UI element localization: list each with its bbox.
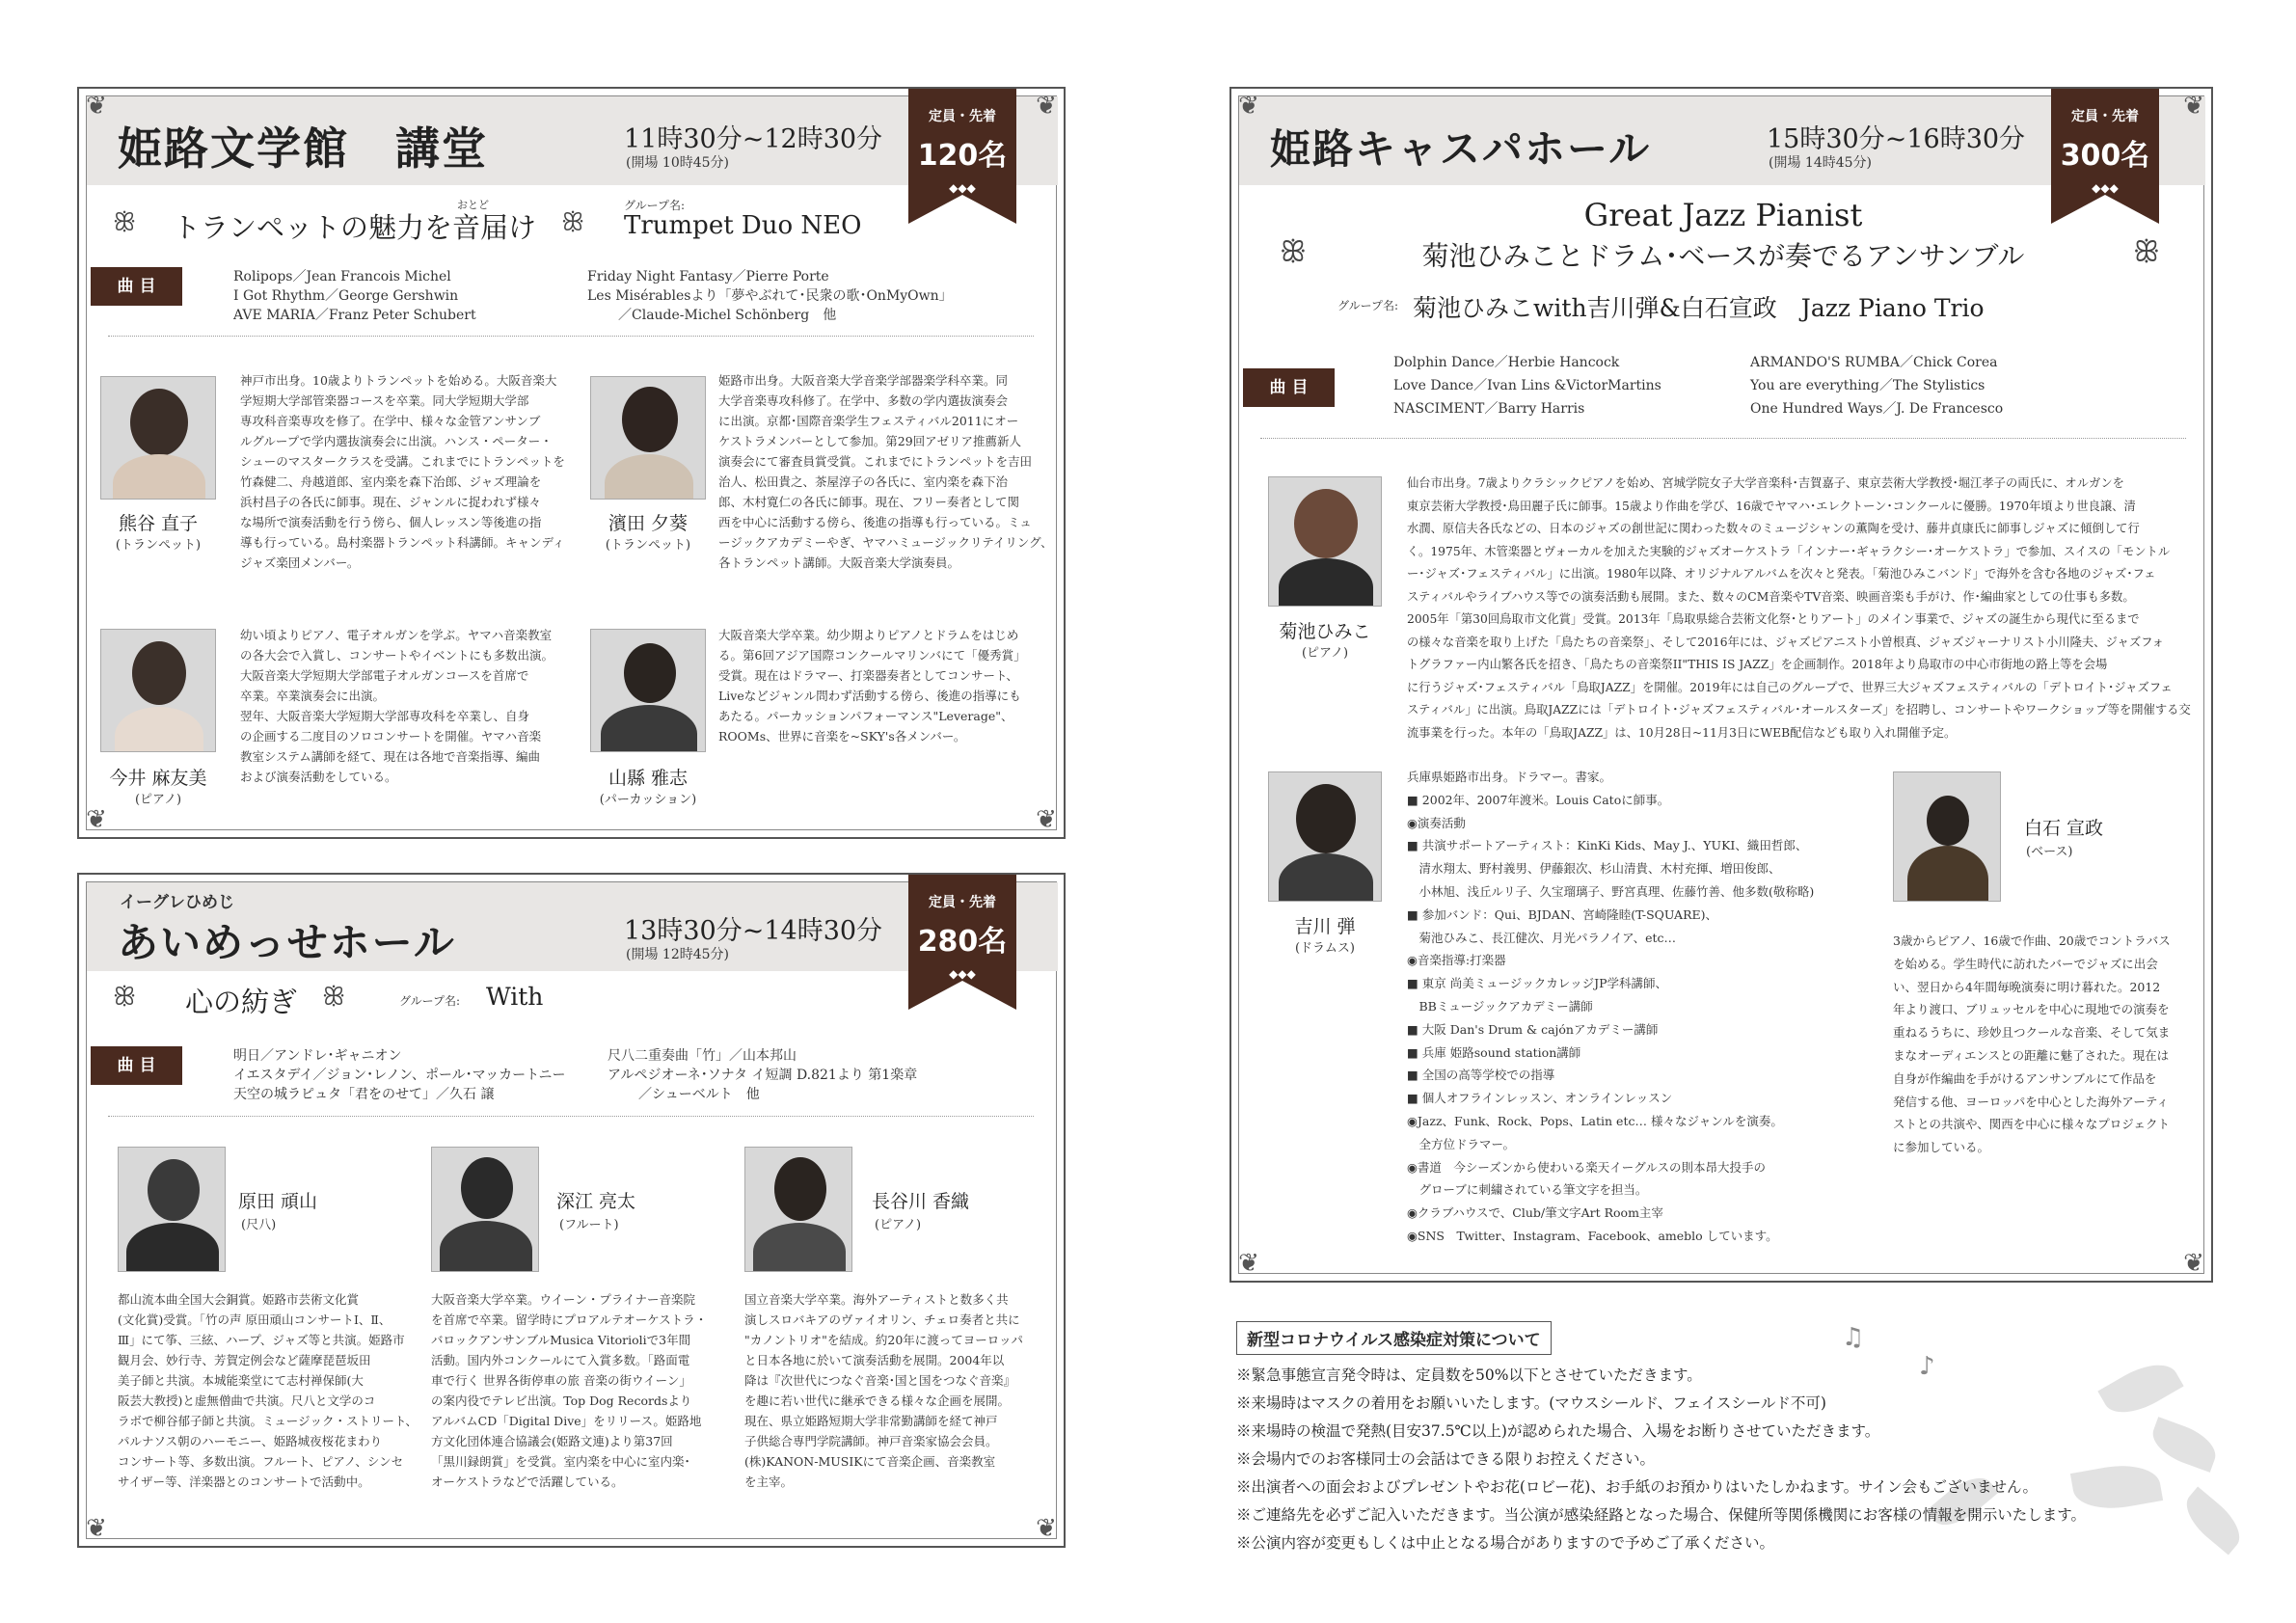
performer-name: 白石 宣政 (2024, 818, 2104, 839)
group-label: グループ名: (399, 994, 461, 1008)
group-label: グループ名: (624, 199, 686, 212)
performer-instrument: (トランペット) (605, 538, 691, 553)
song-item: Friday Night Fantasy／Pierre Porte (587, 269, 829, 284)
notice-title: 新型コロナウイルス感染症対策について (1236, 1321, 1552, 1355)
notice-item: ※来場時はマスクの着用をお願いいたします。(マウスシールド、フェイスシールド不可) (1236, 1394, 1826, 1412)
performer-bio: 国立音楽大学卒業。海外アーティストと数多く共 演しスロバキアのヴァイオリン、チェロ奏者と共に "カノントリオ"を結成。約20年に渡ってヨーロッパ と日本各地に於いて演奏活動を展開。2004年以 降は『次世代につなぐ音楽･国と国をつなぐ音楽』 を趣に若い世代に継承できる様々な企画を展開。 現在、県立姫路短期大学非常勤講師を経て神戸 子供総合専門学院講師。神戸音楽家協会会員。 (株)KANON-MUSIKにて音楽企画、音楽教室 を主宰。 (744, 1292, 1024, 1489)
badge-dots: ◆◆◆ (949, 181, 976, 195)
performer-photo (590, 376, 706, 500)
music-note-icon: ♫ (1842, 1323, 1865, 1352)
song-item: イエスタデイ／ジョン･レノン、ポール･マッカートニー (233, 1068, 566, 1083)
performer-name: 濱田 夕葵 (608, 513, 689, 534)
program-label: 曲 目 (91, 1046, 182, 1085)
performer-bio: 幼い頃よりピアノ、電子オルガンを学ぶ。ヤマハ音楽教室 の各大会で入賞し、コンサートやイベントにも多数出演。 大阪音楽大学短期大学部電子オルガンコースを首席で 卒業。卒業演奏会に出演。 翌年、大阪音楽大学短期大学部専攻科を卒業し、自身 の企画する二度目のソロコンサートを開催。ヤマハ音楽 教室システム講師を経て、現在は各地で音楽指導、編曲 および演奏活動をしている。 (240, 628, 554, 784)
performer-bio: 神戸市出身。10歳よりトランペットを始める。大阪音楽大 学短期大学部管楽器コースを卒業。同大学短期大学部 専攻科音楽専攻を修了。在学中、様々な金管アンサンブ ルグループで学内選抜演奏会に出演。ハンス・ペーター・ シューのマスタークラスを受講。これまでにトランペットを 竹森健二、舟越道郎、室内楽を森下治郎、ジャズ理論を 浜村昌子の各氏に師事。現在、ジャンルに捉われず様々 な場所で演奏活動を行う傍ら、個人レッスン等後進の指 導も行っている。島村楽器トランペット科講師。キャンディ ジャズ楽団メンバー。 (240, 373, 565, 570)
corner-ornament: ❦ (1036, 1514, 1057, 1543)
performer-instrument: (フルート) (559, 1218, 619, 1232)
capacity-label: 定員・先着 (929, 895, 996, 910)
song-item: ／シューベルト 他 (638, 1087, 760, 1102)
divider (108, 336, 1034, 337)
performer-name: 原田 頑山 (238, 1191, 318, 1212)
performer-name: 熊谷 直子 (118, 513, 199, 534)
venue-name: あいめっせホール (118, 919, 456, 966)
performer-name: 深江 亮太 (556, 1191, 636, 1212)
performer-bio: 大阪音楽大学卒業。幼少期よりピアノとドラムをはじめ る。第6回アジア国際コンクールマリンバにて「優秀賞」 受賞。現在はドラマー、打楽器奏者としてコンサート、 Liveなどジャンル問わず活動する傍ら、後進の指導にも あたる。パーカッションパフォーマンス"Leverage"、 ROOMs、世界に音楽を~SKY's各メンバー。 (718, 628, 1026, 744)
swirl-ornament-left: ꕥ (113, 983, 137, 1012)
song-item: Love Dance／Ivan Lins &VictorMartins (1393, 378, 1661, 393)
notice-item: ※緊急事態宣言発令時は、定員数を50%以下とさせていただきます。 (1236, 1366, 1702, 1384)
corner-ornament: ❦ (1036, 805, 1057, 834)
venue-name: 姫路キャスパホール (1270, 125, 1652, 173)
performer-photo (118, 1147, 226, 1272)
capacity-number: 300名 (2060, 139, 2150, 173)
group-name: With (486, 983, 544, 1011)
music-note-icon: ♪ (1919, 1352, 1935, 1381)
swirl-ornament-left: ꕥ (1280, 235, 1307, 269)
performer-instrument: (ピアノ) (875, 1218, 922, 1232)
venue-name: 姫路文学館 講堂 (118, 122, 488, 175)
title-ruby: おとど (457, 199, 489, 211)
song-item: 尺八二重奏曲「竹」／山本邦山 (608, 1048, 797, 1064)
corner-ornament: ❦ (2183, 1249, 2204, 1278)
concert-title: 心の紡ぎ (185, 986, 298, 1018)
capacity-badge (2051, 89, 2159, 195)
performer-bio: 仙台市出身。7歳よりクラシックピアノを始め、宮城学院女子大学音楽科･吉賀嘉子、東京芸術大学教授･堀江孝子の両氏に、オルガンを 東京芸術大学教授･鳥田麗子氏に師事。15歳より作曲を学び、16歳でヤマハ･エレクトーン･コンクールに優勝。1970年頃より世良譲、清 水潤、原信夫各氏などの、日本のジャズの創世記に関わった数々のミュージシャンの薫陶を受け、藤井貞康氏に師事しジャズに傾倒して行 く。1975年、木管楽器とヴォーカルを加えた実験的ジャズオーケストラ「インナー･ギャラクシー･オーケストラ」で参加、スイスの「モントル ー･ジャズ･フェスティバル」に出演。1980年以降、オリジナルアルバムを次々と発表。「菊池ひみこバンド」で海外を含む各地のジャズ･フェ スティバルやライブハウス等での演奏活動も展開。また、数々のCM音楽やTV音楽、映画音楽も手がけ、作･編曲家としての仕事も多数。 2005年「第30回鳥取市文化賞」受賞。2013年「鳥取県総合芸術文化祭･とりアート」のメイン事業で、ジャズの誕生から現代に至るまで の様々な音楽を取り上げた「鳥たちの音楽祭」、そして2016年には、ジャズピアニスト小曽根真、ジャズジャーナリスト小川隆夫、ジャズフォ トグラファー内山繁各氏を招き、「鳥たちの音楽祭II"THIS IS JAZZ」を企画制作。2018年より鳥取市の中心市街地の路上等を会場 に行うジャズ･フェスティバル「鳥取JAZZ」を開催。2019年には自己のグループで、世界三大ジャズフェスティバルの「デトロイト･ジャズフェ スティバル」に出演。鳥取JAZZには「デトロイト･ジャズフェスティバル･オールスターズ」を招聘し、コンサートやワークショップ等を開催する交 流事業を行った。本年の「鳥取JAZZ」は、10月28日~11月3日にWEB配信なども取り入れ開催予定。 (1407, 476, 2191, 740)
doors-open-time: (開場 12時45分) (626, 947, 730, 962)
performer-name: 長谷川 香織 (872, 1191, 970, 1212)
group-name: Trumpet Duo NEO (624, 211, 862, 240)
corner-ornament: ❦ (2183, 92, 2204, 121)
badge-dots: ◆◆◆ (2092, 181, 2119, 195)
concert-title: トランペットの魅力を音届け (173, 211, 537, 244)
venue-ruby: イーグレひめじ (120, 893, 234, 912)
program-list-right (608, 1046, 917, 1104)
performer-instrument: (ドラムス) (1294, 941, 1355, 956)
performer-instrument: (尺八) (241, 1218, 277, 1232)
performer-name: 山縣 雅志 (608, 768, 689, 789)
program-list-left (1393, 351, 1661, 420)
song-item: 明日／アンドレ･ギャニオン (233, 1048, 402, 1064)
notice-item: ※会場内でのお客様同士の会話はできる限りお控えください。 (1236, 1450, 1656, 1468)
swirl-ornament-right: ꕥ (561, 208, 585, 237)
corner-ornament: ❦ (86, 92, 107, 121)
leaf-decoration (2176, 1486, 2249, 1555)
song-item: One Hundred Ways／J. De Francesco (1750, 401, 2004, 417)
leaf-decoration (2147, 1417, 2222, 1473)
program-list-right (1750, 351, 2003, 420)
group-name: 菊池ひみこwith吉川弾&白石宣政 Jazz Piano Trio (1413, 294, 1985, 322)
capacity-badge (908, 875, 1016, 981)
performer-photo (100, 376, 216, 500)
corner-ornament: ❦ (86, 1514, 107, 1543)
corner-ornament: ❦ (86, 805, 107, 834)
doors-open-time: (開場 14時45分) (1769, 155, 1873, 171)
capacity-number: 120名 (917, 139, 1008, 173)
performer-photo (1268, 771, 1382, 902)
doors-open-time: (開場 10時45分) (626, 155, 730, 171)
performer-photo (100, 629, 216, 752)
concert-panel-bungakukan (77, 87, 1066, 839)
performance-time: 11時30分~12時30分 (624, 124, 883, 154)
song-item: You are everything／The Stylistics (1750, 378, 1985, 393)
corner-ornament: ❦ (1238, 92, 1259, 121)
group-label: グループ名: (1337, 299, 1399, 312)
capacity-label: 定員・先着 (2071, 109, 2139, 124)
performer-name: 吉川 弾 (1294, 916, 1356, 937)
performer-photo (1268, 476, 1382, 607)
song-item: NASCIMENT／Barry Harris (1393, 401, 1585, 417)
concert-panel-aimesse (77, 873, 1066, 1548)
corner-ornament: ❦ (1238, 1249, 1259, 1278)
corner-ornament: ❦ (1036, 92, 1057, 121)
capacity-badge (908, 89, 1016, 195)
song-item: ／Claude-Michel Schönberg 他 (618, 308, 837, 323)
performer-bio: 兵庫県姫路市出身。ドラマー。書家。 ■ 2002年、2007年渡米。Louis Catoに師事。 ◉演奏活動 ■ 共演サポートアーティスト：KinKi Kids、May J.、YUKI、織田哲郎、 清水翔太、野村義男、伊藤銀次、杉山清貴、木村充揮、増田俊郎、 小林旭、浅丘ルリ子、久宝瑠璃子、野宮真理、佐藤竹善、他多数(敬称略) ■ 参加バンド：Qui、BJDAN、宮崎隆睦(T-SQUARE)、 菊池ひみこ、長江健次、月光パラノイア、etc… ◉音楽指導:打楽器 ■ 東京 尚美ミュージックカレッジJP学科講師、 BBミュージックアカデミー講師 ■ 大阪 Dan's Drum & cajónアカデミー講師 ■ 兵庫 姫路sound station講師 ■ 全国の高等学校での指導 ■ 個人オフラインレッスン、オンラインレッスン ◉Jazz、Funk、Rock、Pops、Latin etc… 様々なジャンルを演奏。 全方位ドラマー。 ◉書道 今シーズンから使わいる楽天イーグルスの則本昂大投手の グローブに刺繍されている筆文字を担当。 ◉クラブハウスで、Club/筆文字Art Room主宰 ◉SNS Twitter、Instagram、Facebook、ameblo しています。 (1407, 770, 1815, 1243)
performer-photo (1893, 771, 2001, 902)
swirl-ornament-right: ꕥ (322, 983, 346, 1012)
performer-instrument: (ベース) (2026, 845, 2073, 859)
song-item: I Got Rhythm／George Gershwin (233, 288, 459, 304)
performance-time: 13時30分~14時30分 (624, 916, 883, 946)
performer-instrument: (ピアノ) (134, 793, 182, 807)
notice-item: ※来場時の検温で発熱(目安37.5℃以上)が認められた場合、入場をお断りさせていただきます。 (1236, 1422, 1880, 1440)
capacity-label: 定員・先着 (929, 109, 996, 124)
divider (1260, 438, 2186, 439)
performance-time: 15時30分~16時30分 (1767, 124, 2026, 154)
notice-item: ※出演者への面会およびプレゼントやお花(ロビー花)、お手紙のお預かりはいたしかねます。サイン会もございません。 (1236, 1478, 2038, 1496)
performer-photo (431, 1147, 539, 1272)
concert-panel-caspa (1229, 87, 2213, 1283)
song-item: Les Misérablesより「夢やぶれて･民衆の歌･OnMyOwn」 (587, 288, 953, 304)
song-item: Rolipops／Jean Francois Michel (233, 269, 451, 284)
performer-name: 菊池ひみこ (1279, 621, 1371, 642)
program-label: 曲 目 (1243, 368, 1335, 407)
program-label: 曲 目 (91, 267, 182, 306)
program-list-left (233, 267, 476, 325)
program-list-right (587, 267, 953, 325)
capacity-number: 280名 (917, 925, 1008, 959)
performer-bio: 姫路市出身。大阪音楽大学音楽学部器楽学科卒業。同 大学音楽専攻科修了。在学中、多数の学内選抜演奏会 に出演。京都･国際音楽学生フェスティバル2011にオー ケストラメンバーとして参加。第29回アゼリア推薦新人 演奏会にて審査員賞受賞。これまでにトランペットを吉田 治人、松田貴之、茶屋淳子の各氏に、室内楽を森下治 郎、木村寛仁の各氏に師事。現在、フリー奏者として関 西を中心に活動する傍ら、後進の指導も行っている。ミュ ージックアカデミーやぎ、ヤマハミュージックリテイリング、 各トランペット講師。大阪音楽大学演奏員。 (718, 373, 1053, 570)
performer-name: 今井 麻友美 (109, 768, 207, 789)
song-item: ARMANDO'S RUMBA／Chick Corea (1750, 355, 1998, 370)
performer-bio: 3歳からピアノ、16歳で作曲、20歳でコントラバス を始める。学生時代に訪れたバーでジャズに出会 い、翌日から4年間毎晩演奏に明け暮れた。2012 年より渡口、ブリュッセルを中心に現地での演奏を 重ねるうちに、珍妙且つクールな音楽、そして気ま まなオーディエンスとの距離に魅了された。現在は 自身が作編曲を手がけるアンサンブルにて作品を 発信する他、ヨーロッパを中心とした海外アーティ ストとの共演や、関西を中心に様々なプロジェクト に参加している。 (1893, 933, 2171, 1155)
performer-instrument: (パーカッション) (599, 793, 697, 807)
badge-dots: ◆◆◆ (949, 967, 976, 981)
leaf-decoration (2097, 1353, 2183, 1425)
swirl-ornament-left: ꕥ (113, 208, 137, 237)
program-list-left (233, 1046, 566, 1104)
concert-title-en: Great Jazz Pianist (1583, 197, 1863, 233)
notice-list (1236, 1362, 2086, 1557)
song-item: 天空の城ラピュタ「君をのせて」／久石 譲 (233, 1087, 495, 1102)
song-item: アルペジオーネ･ソナタ イ短調 D.821より 第1楽章 (608, 1068, 918, 1083)
performer-photo (744, 1147, 852, 1272)
performer-photo (590, 629, 706, 752)
performer-instrument: (トランペット) (115, 538, 202, 553)
performer-instrument: (ピアノ) (1301, 646, 1349, 661)
performer-bio: 都山流本曲全国大会銅賞。姫路市芸術文化賞 (文化賞)受賞。「竹の声 原田頑山コンサートⅠ、Ⅱ、 Ⅲ」にて筝、三絃、ハープ、ジャズ等と共演。姫路市 観月会、妙行寺、芳賀定例会など薩摩琵琶坂田 美子師と共演。本城能楽堂にて志村禅保師(大 阪芸大教授)と虚無僧曲で共演。尺八と文学のコ ラボで柳谷郁子師と共演。ミュージック・ストリート、 パルナソス朝のハーモニー、姫路城夜桜花まわり コンサート等、多数出演。フルート、ピアノ、シンセ サイザー等、洋楽器とのコンサートで活動中。 (118, 1292, 418, 1489)
song-item: Dolphin Dance／Herbie Hancock (1393, 355, 1620, 370)
notice-item: ※ご連絡先を必ずご記入いただきます。当公演が感染経路となった場合、保健所等関係機関にお客様の情報を開示いたします。 (1236, 1506, 2087, 1524)
song-item: AVE MARIA／Franz Peter Schubert (233, 308, 476, 323)
concert-title-jp: 菊池ひみことドラム･ベースが奏でるアンサンブル (1421, 240, 2025, 272)
performer-bio: 大阪音楽大学卒業。ウイーン・プライナー音楽院 を首席で卒業。留学時にプロアルテオーケストラ・ バロックアンサンブルMusica Vitorioliで3年間 活動。国内外コンクールにて入賞多数。「路面電 車で行く 世界各街停車の旅 音楽の街ウイーン」 の案内役でテレビ出演。Top Dog Recordsより アルバムCD「Digital Dive」をリリース。姫路地 方文化団体連合協議会(姫路文連)より第37回 「黒川録朗賞」を受賞。室内楽を中心に室内楽･ オーケストラなどで活躍している。 (431, 1292, 708, 1489)
swirl-ornament-right: ꕥ (2133, 235, 2160, 269)
divider (108, 1116, 1034, 1117)
notice-item: ※公演内容が変更もしくは中止となる場合がありますので予めご了承ください。 (1236, 1534, 1775, 1552)
